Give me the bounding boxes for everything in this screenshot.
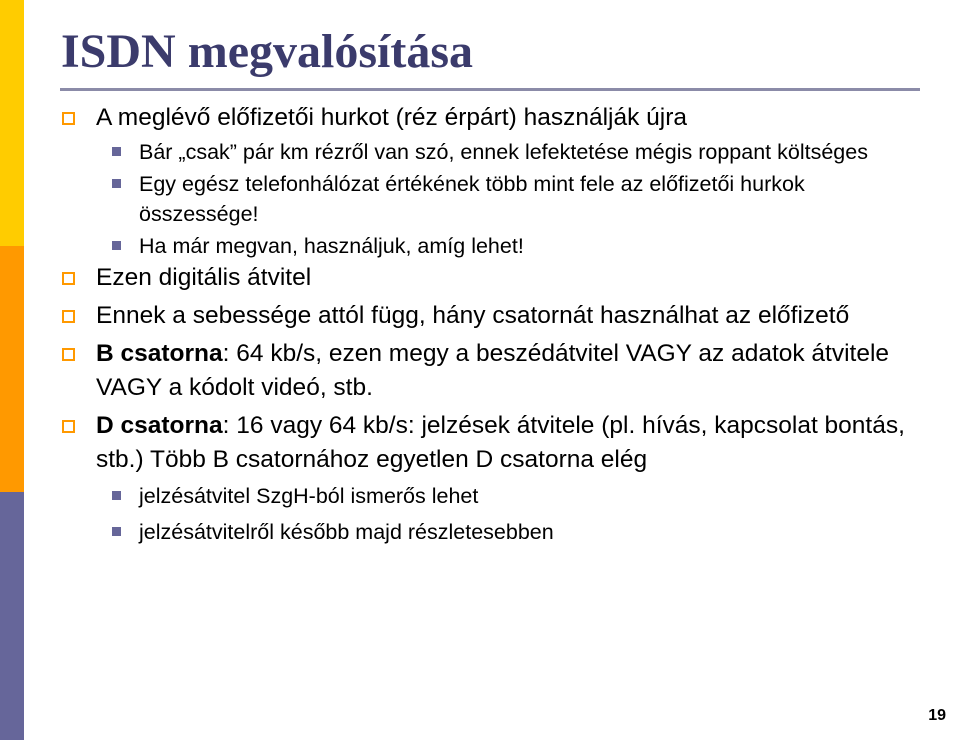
page-number: 19 [928,707,946,724]
slide-content [0,100,960,547]
bullet-text: jelzésátvitel SzgH-ból ismerős lehet [139,484,479,508]
bullet-item [96,299,908,333]
bullet-item [96,101,908,135]
sub-bullet-item [139,517,909,547]
bullet-text: Ha már megvan, használjuk, amíg lehet! [139,234,524,258]
title-underline [60,88,920,91]
term-b-channel: B csatorna [96,340,223,367]
hollow-square-bullet-icon [62,310,75,323]
bullet-text: Ezen digitális átvitel [96,264,312,291]
filled-square-bullet-icon [112,527,121,536]
hollow-square-bullet-icon [62,112,75,125]
filled-square-bullet-icon [112,179,121,188]
bullet-text: A meglévő előfizetői hurkot (réz érpárt) használják újra [96,104,688,131]
bullet-text: jelzésátvitelről később majd részletesebben [139,520,554,544]
filled-square-bullet-icon [112,241,121,250]
bullet-text: : 16 vagy 64 kb/s: jelzések átvitele (pl. hívás, kapcsolat bontás, stb.) Több B csatornához egyetlen D csatorna elég [96,412,905,473]
filled-square-bullet-icon [112,491,121,500]
bullet-item [96,409,908,477]
sub-bullet-item [139,169,909,229]
term-d-channel: D csatorna [96,412,223,439]
bullet-item [96,261,908,295]
bullet-text: : 64 kb/s, ezen megy a beszédátvitel VAGY az adatok átvitele VAGY a kódolt videó, stb. [96,340,890,401]
hollow-square-bullet-icon [62,348,75,361]
bullet-text: Egy egész telefonhálózat értékének több mint fele az előfizetői hurkok összessége! [139,172,805,226]
bullet-item [96,337,908,405]
sub-bullet-item [139,231,909,261]
bullet-text: Bár „csak” pár km rézről van szó, ennek lefektetése mégis roppant költséges [139,140,868,164]
hollow-square-bullet-icon [62,272,75,285]
slide-title: ISDN megvalósítása [61,25,474,78]
sub-bullet-item [139,137,909,167]
bullet-text: Ennek a sebessége attól függ, hány csatornát használhat az előfizető [96,302,850,329]
hollow-square-bullet-icon [62,420,75,433]
filled-square-bullet-icon [112,147,121,156]
sub-bullet-item [139,481,909,511]
